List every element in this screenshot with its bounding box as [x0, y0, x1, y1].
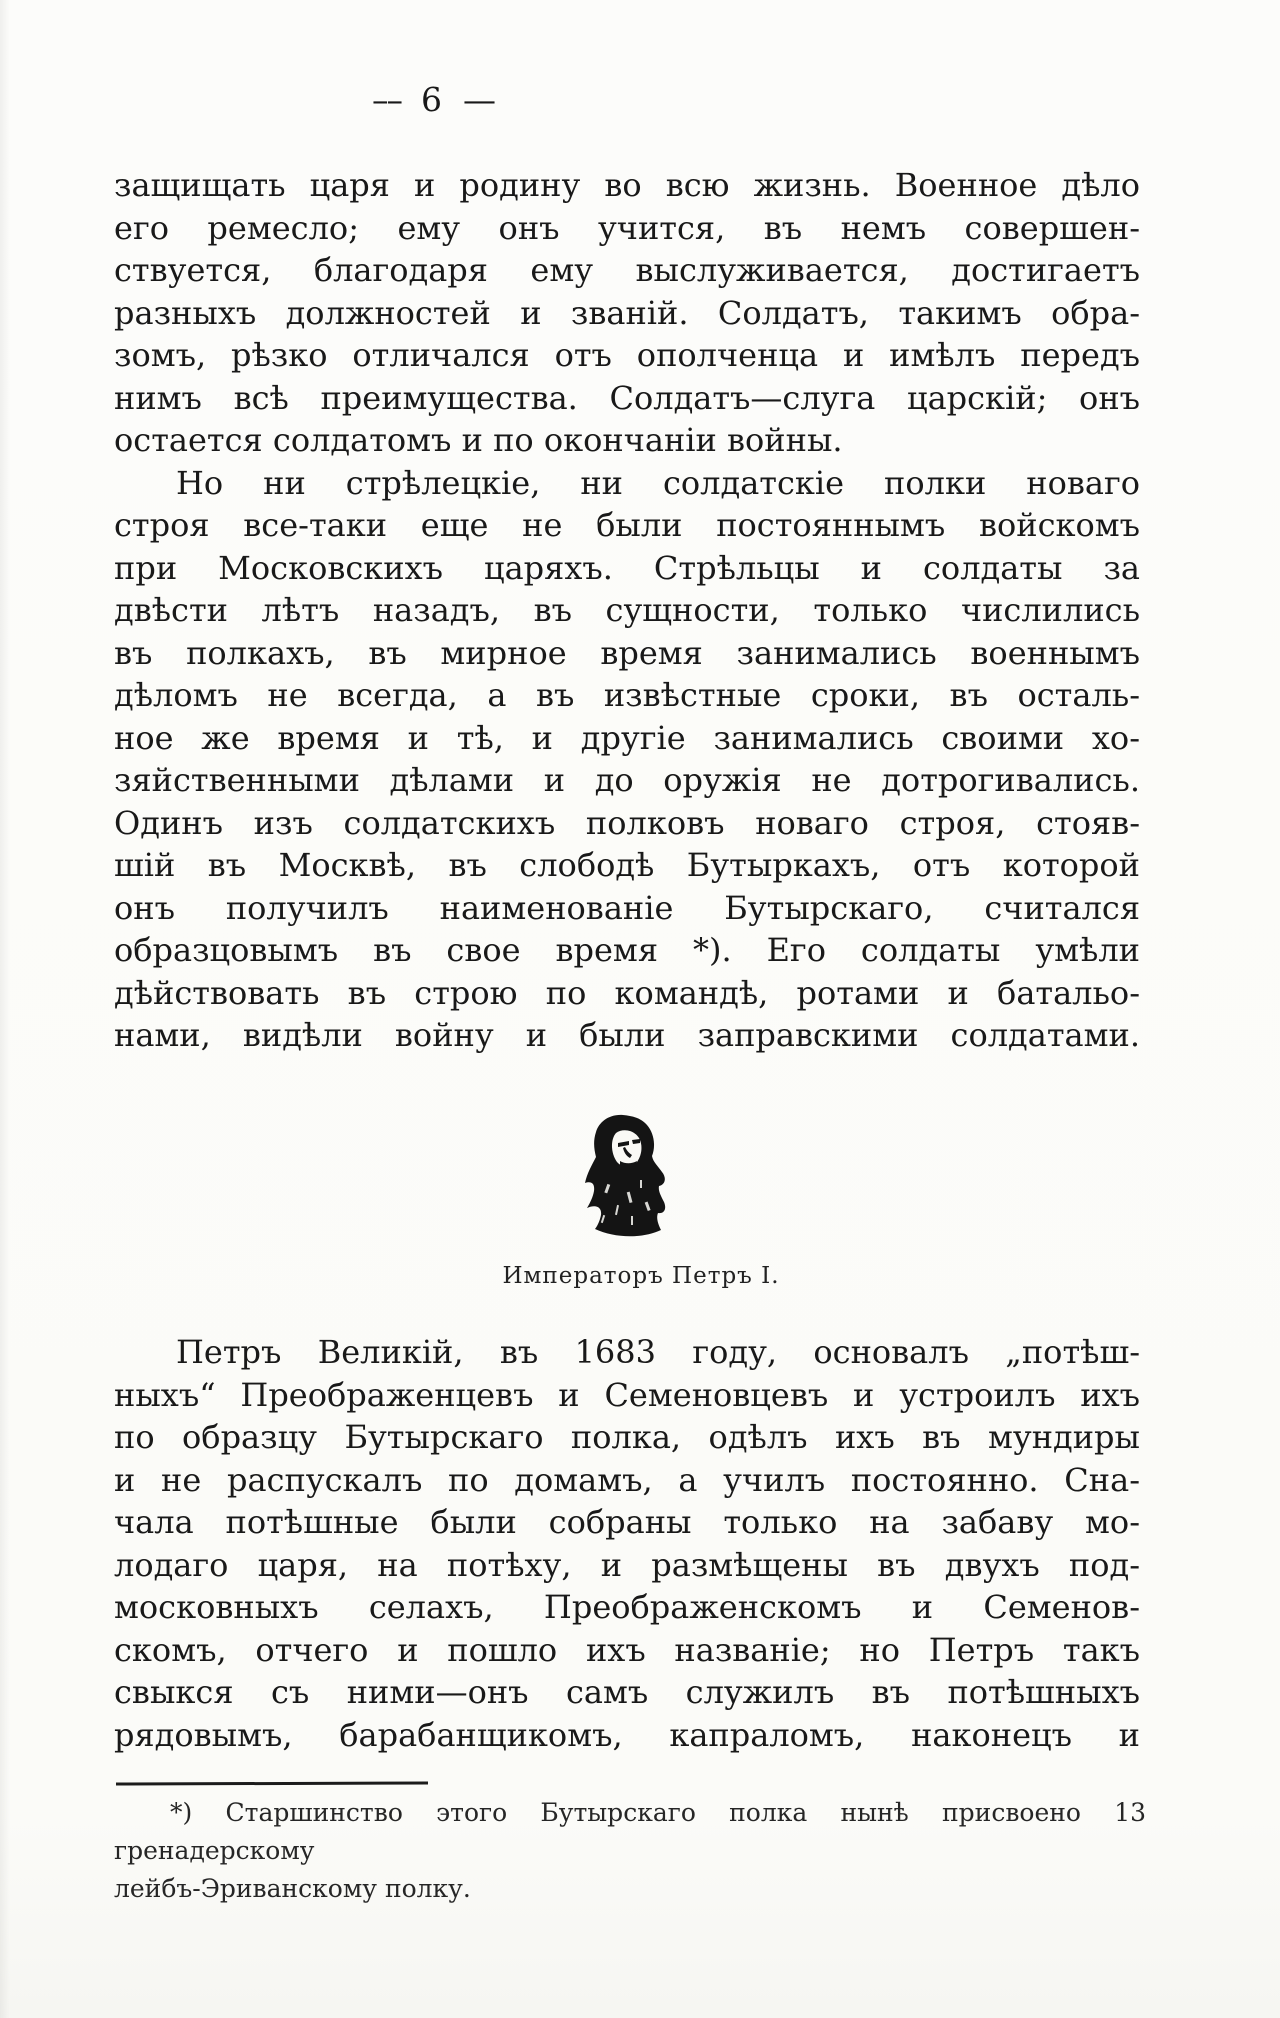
paragraph — [114, 462, 1140, 1057]
text-line: образцовымъ въ свое время *). Его солдаты умѣли — [114, 931, 1140, 969]
header-left-dash: –– — [372, 80, 401, 119]
footnote — [114, 1794, 1146, 1908]
footnote-divider — [116, 1781, 428, 1785]
text-line: чала потѣшные были собраны только на забаву мо- — [114, 1503, 1140, 1541]
text-line: Но ни стрѣлецкіе, ни солдатскіе полки новаго — [176, 463, 1140, 502]
text-line: рядовымъ, барабанщикомъ, капраломъ, наконецъ и — [114, 1715, 1140, 1754]
text-line: Одинъ изъ солдатскихъ полковъ новаго строя, стояв- — [114, 803, 1140, 842]
text-line: нами, видѣли войну и были заправскими солдатами. — [114, 1016, 1140, 1054]
page-number: 6 — [421, 80, 443, 119]
text-line: по образцу Бутырскаго полка, одѣлъ ихъ въ мундиры — [114, 1418, 1140, 1456]
text-line: двѣсти лѣтъ назадъ, въ сущности, только числились — [114, 591, 1140, 629]
text-line: лейбъ-Эриванскому полку. — [114, 1874, 471, 1903]
text-line: его ремесло; ему онъ учится, въ немъ совершен- — [114, 208, 1140, 247]
text-line: остается солдатомъ и по окончаніи войны. — [114, 421, 843, 459]
text-line: ствуется, благодаря ему выслуживается, достигаетъ — [114, 251, 1140, 289]
text-line: строя все-таки еще не были постояннымъ войскомъ — [114, 506, 1140, 544]
text-line: нимъ всѣ преимущества. Солдатъ—слуга царскій; онъ — [114, 378, 1140, 417]
text-line: и не распускалъ по домамъ, а училъ постоянно. Сна- — [114, 1460, 1140, 1499]
page-number-header — [372, 80, 497, 119]
body-text-upper — [114, 164, 1140, 1057]
text-line: разныхъ должностей и званій. Солдатъ, такимъ обра- — [114, 293, 1140, 332]
text-line: при Московскихъ царяхъ. Стрѣльцы и солдаты за — [114, 548, 1140, 587]
paragraph — [114, 164, 1140, 462]
text-line: ныхъ“ Преображенцевъ и Семеновцевъ и устроилъ ихъ — [114, 1375, 1140, 1414]
text-line: свыкся съ ними—онъ самъ служилъ въ потѣшныхъ — [114, 1673, 1140, 1711]
body-text-lower — [114, 1331, 1140, 1756]
text-line: защищать царя и родину во всю жизнь. Военное дѣло — [114, 166, 1140, 204]
text-line: въ полкахъ, въ мирное время занимались военнымъ — [114, 633, 1140, 672]
text-line: зомъ, рѣзко отличался отъ ополченца и имѣлъ передъ — [114, 336, 1140, 374]
text-line: ное же время и тѣ, и другіе занимались своими хо- — [114, 718, 1140, 757]
illustration-caption: Императоръ Петръ I. — [502, 1263, 780, 1289]
text-line: дѣломъ не всегда, а въ извѣстные сроки, въ осталь- — [114, 676, 1140, 714]
text-line: лодаго царя, на потѣху, и размѣщены въ двухъ под- — [114, 1545, 1140, 1584]
text-line: дѣйствовать въ строю по командѣ, ротами и батальо- — [114, 973, 1140, 1012]
text-line: шій въ Москвѣ, въ слободѣ Бутыркахъ, отъ которой — [114, 846, 1140, 884]
portrait-peter-i — [572, 1112, 678, 1244]
text-line: онъ получилъ наименованіе Бутырскаго, считался — [114, 888, 1140, 927]
portrait-engraving-icon — [572, 1112, 678, 1244]
text-line: зяйственными дѣлами и до оружія не дотрогивались. — [114, 761, 1140, 799]
text-line: скомъ, отчего и пошло ихъ названіе; но Петръ такъ — [114, 1630, 1140, 1669]
text-line: Петръ Великій, въ 1683 году, основалъ „потѣш- — [176, 1333, 1140, 1371]
text-line: московныхъ селахъ, Преображенскомъ и Семенов- — [114, 1588, 1140, 1626]
paragraph — [114, 1331, 1140, 1756]
text-line: *) Старшинство этого Бутырскаго полка нынѣ присвоено 13 гренадерскому — [114, 1798, 1146, 1865]
header-right-dash: — — [463, 80, 497, 119]
